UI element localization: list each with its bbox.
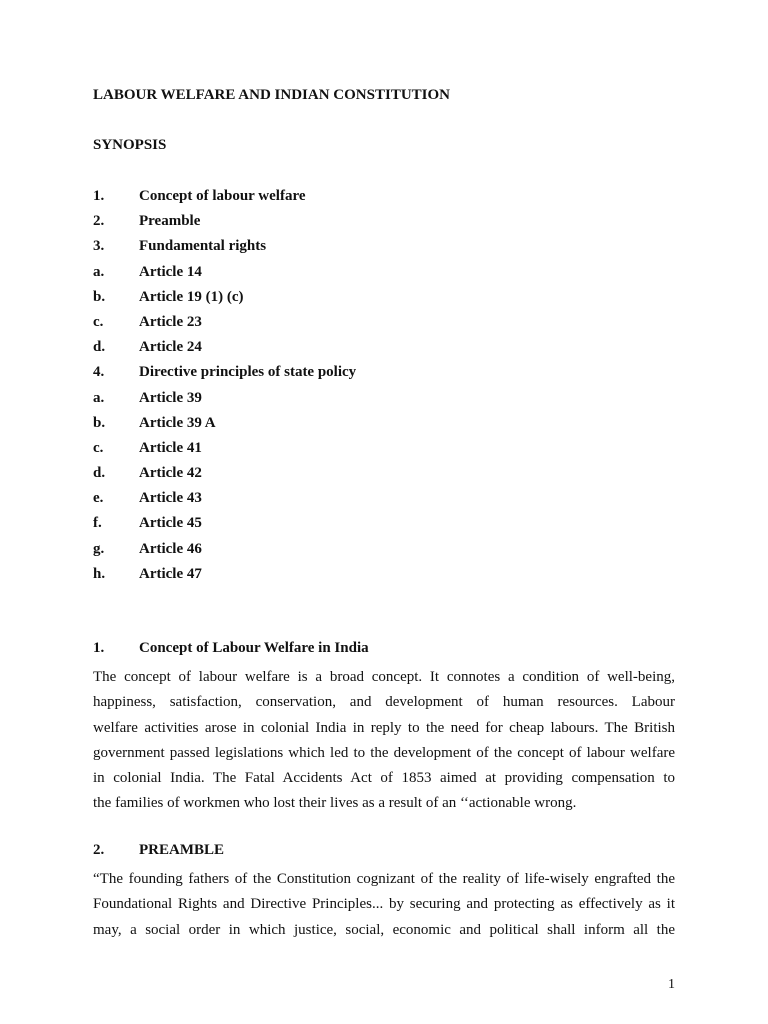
synopsis-item [93,390,356,415]
synopsis-item-marker: c. [93,439,104,456]
synopsis-item [93,188,356,213]
synopsis-item-marker: 3. [93,238,105,255]
synopsis-item-label: Article 39 [139,389,202,406]
synopsis-item-label: Article 43 [139,490,202,507]
paragraph-line: The concept of labour welfare is a broad concept. It connotes a condition of well-being, [93,669,675,685]
page-number: 1 [668,977,675,992]
section-marker: 2. [93,842,105,858]
paragraph-line: “The founding fathers of the Constitution cognizant of the reality of life-wisely engrafted the [93,871,675,887]
synopsis-item [93,440,356,465]
synopsis-item [93,289,356,314]
section-heading-text: Concept of Labour Welfare in India [139,640,369,656]
synopsis-item [93,566,356,591]
synopsis-item-label: Preamble [139,213,201,230]
synopsis-item-label: Article 39 A [139,414,216,431]
section-heading-text: PREAMBLE [139,842,225,858]
synopsis-item [93,541,356,566]
synopsis-item-label: Article 42 [139,465,202,482]
section-preamble [93,842,675,943]
synopsis-item-label: Article 45 [139,515,202,532]
section-paragraph [93,867,675,943]
paragraph-line: government passed legislations which led to the development of the concept of labour welfare [93,744,675,761]
synopsis-item-marker: f. [93,515,102,532]
section-marker: 1. [93,640,105,656]
synopsis-item [93,490,356,515]
synopsis-item [93,364,356,389]
section-heading [93,842,675,867]
synopsis-item-label: Article 23 [139,313,202,330]
synopsis-heading: SYNOPSIS [93,137,167,153]
synopsis-list [93,188,356,591]
synopsis-item-label: Article 19 (1) (c) [139,288,244,305]
synopsis-item [93,238,356,263]
section-heading [93,640,675,665]
synopsis-item-marker: h. [93,565,106,582]
synopsis-item [93,339,356,364]
synopsis-item-label: Article 41 [139,439,202,456]
synopsis-item-marker: b. [93,414,106,431]
synopsis-item-marker: 4. [93,364,105,381]
synopsis-item-label: Article 14 [139,263,202,280]
synopsis-item-marker: a. [93,389,105,406]
synopsis-item-marker: d. [93,465,106,482]
synopsis-item-label: Fundamental rights [139,238,267,255]
paragraph-line: welfare activities arose in colonial India in reply to the need for cheap labours. The British [93,719,675,736]
synopsis-item-marker: 2. [93,213,105,230]
synopsis-item [93,264,356,289]
synopsis-item-marker: a. [93,263,105,280]
paragraph-line: in colonial India. The Fatal Accidents Act of 1853 aimed at providing compensation to [93,770,675,787]
section-paragraph [93,665,675,817]
synopsis-item-marker: 1. [93,188,105,204]
synopsis-item-label: Article 46 [139,540,202,557]
synopsis-item [93,465,356,490]
synopsis-item [93,515,356,540]
synopsis-item-marker: b. [93,288,106,305]
paragraph-line: the families of workmen who lost their lives as a result of an ‘‘actionable wrong. [93,795,577,812]
synopsis-item-label: Directive principles of state policy [139,364,357,381]
synopsis-item-marker: g. [93,540,105,557]
synopsis-item [93,415,356,440]
synopsis-item-label: Article 24 [139,339,202,356]
synopsis-item-label: Concept of labour welfare [139,188,306,204]
paragraph-line: Foundational Rights and Directive Principles... by securing and protecting as effectively as it [93,896,675,913]
synopsis-item-label: Article 47 [139,565,202,582]
section-concept-of-labour-welfare [93,640,675,817]
synopsis-item [93,213,356,238]
synopsis-item [93,314,356,339]
paragraph-line: may, a social order in which justice, social, economic and political shall inform all the [93,921,675,938]
synopsis-item-marker: c. [93,313,104,330]
paragraph-line: happiness, satisfaction, conservation, and development of human resources. Labour [93,694,675,711]
synopsis-item-marker: e. [93,490,104,507]
synopsis-item-marker: d. [93,339,106,356]
document-title: LABOUR WELFARE AND INDIAN CONSTITUTION [93,87,451,103]
